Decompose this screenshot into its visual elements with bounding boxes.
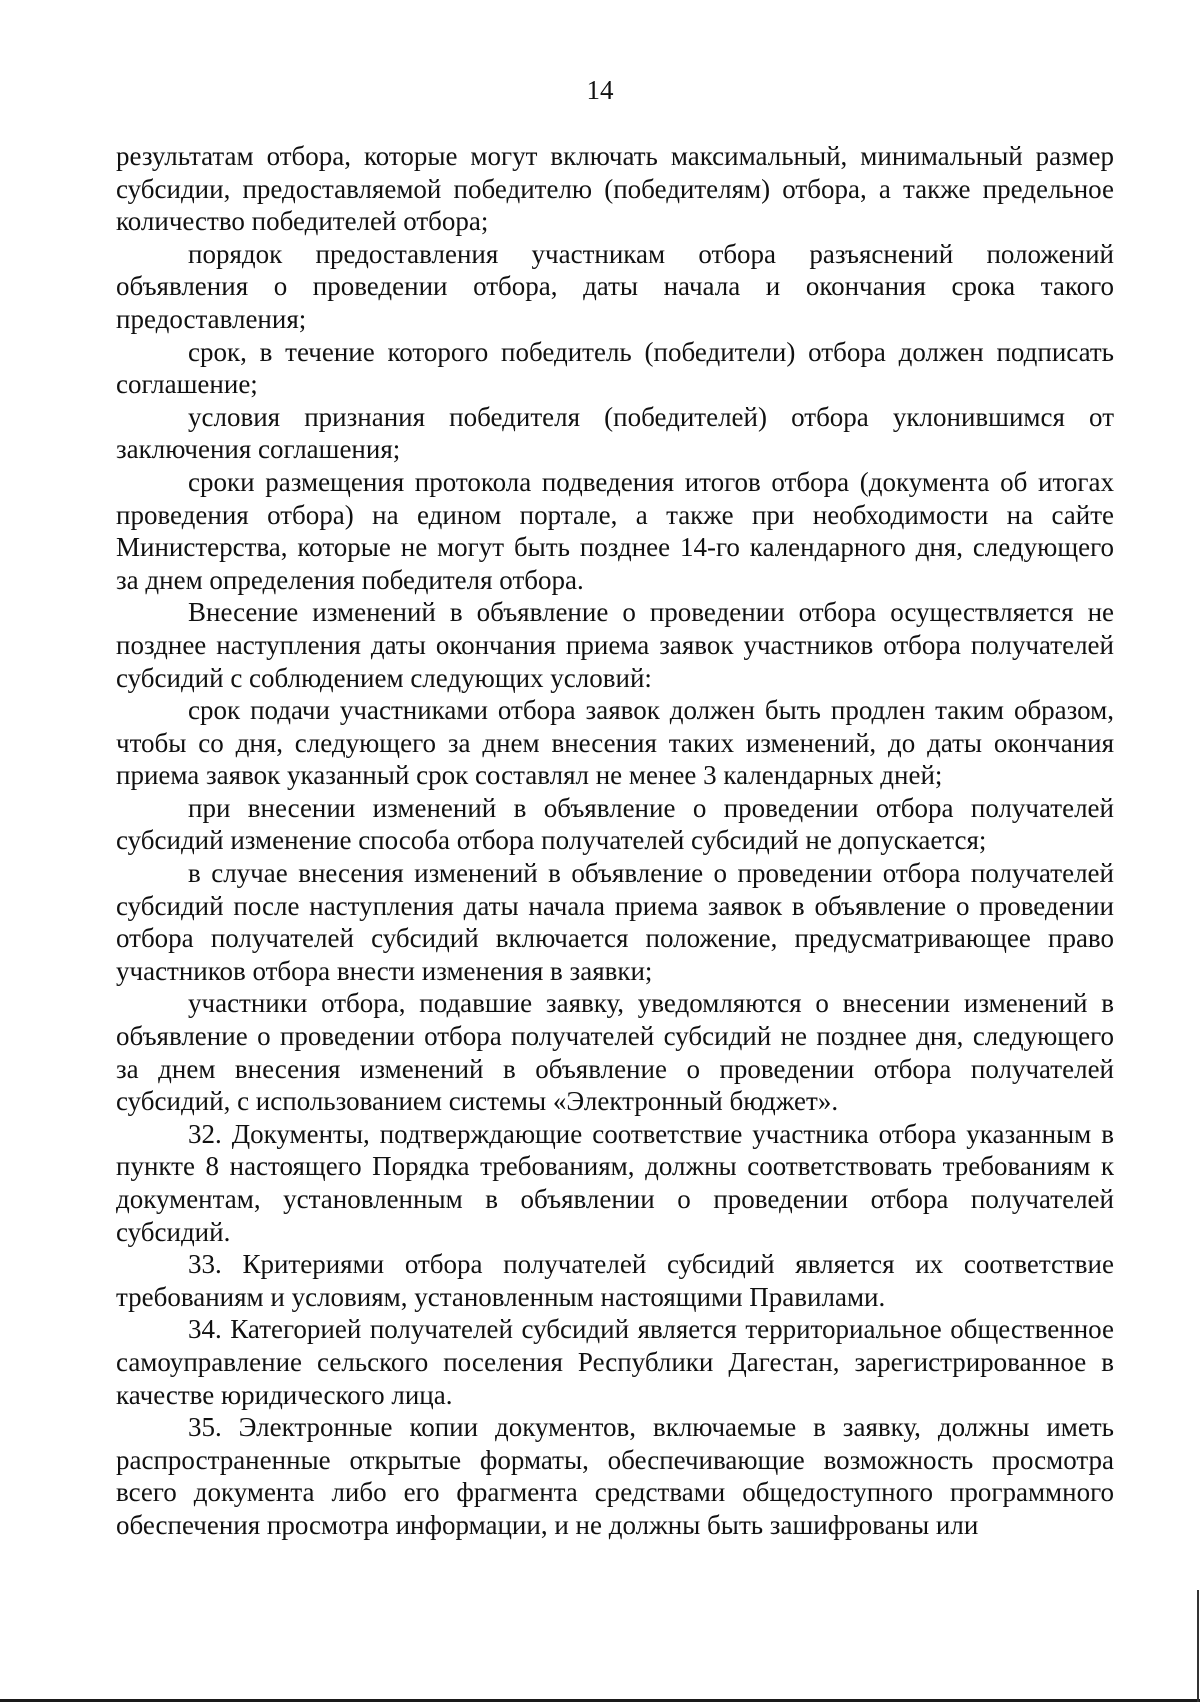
paragraph: условия признания победителя (победителей) отбора уклонившимся от заключения соглашения; bbox=[116, 401, 1114, 465]
page-number: 14 bbox=[586, 75, 614, 105]
paragraph: порядок предоставления участникам отбора разъяснений положений объявления о проведении отбора, даты начала и окончания срока такого предоставления; bbox=[116, 238, 1114, 334]
paragraph: при внесении изменений в объявление о проведении отбора получателей субсидий изменение способа отбора получателей субсидий не допускается; bbox=[116, 792, 1114, 856]
paragraph: срок, в течение которого победитель (победители) отбора должен подписать соглашение; bbox=[116, 336, 1114, 400]
paragraph: 34. Категорией получателей субсидий является территориальное общественное самоуправление сельского поселения Республики Дагестан, зарегистрированное в качестве юридического лица. bbox=[116, 1314, 1114, 1410]
paragraph: сроки размещения протокола подведения итогов отбора (документа об итогах проведения отбора) на едином портале, а также при необходимости на сайте Министерства, которые не могут быть позднее 14-го календарного дня, следующего за днем определения победителя отбора. bbox=[116, 466, 1114, 595]
paragraph: срок подачи участниками отбора заявок должен быть продлен таким образом, чтобы со дня, следующего за днем внесения таких изменений, до даты окончания приема заявок указанный срок составлял не менее 3 календарных дней; bbox=[116, 695, 1114, 791]
scan-right-edge bbox=[1197, 1590, 1199, 1702]
paragraph: 33. Критериями отбора получателей субсидий является их соответствие требованиям и условиям, установленным настоящими Правилами. bbox=[116, 1249, 1114, 1312]
paragraph: 35. Электронные копии документов, включаемые в заявку, должны иметь распространенные открытые форматы, обеспечивающие возможность просмотра всего документа либо его фрагмента средствами общедоступного программного обеспечения просмотра информации, и не должны быть зашифрованы или bbox=[116, 1412, 1114, 1540]
paragraph: участники отбора, подавшие заявку, уведомляются о внесении изменений в объявление о проведении отбора получателей субсидий не позднее дня, следующего за днем внесения изменений в объявление о проведении отбора получателей субсидий, с использованием системы «Электронный бюджет». bbox=[116, 988, 1114, 1117]
paragraph: в случае внесения изменений в объявление о проведении отбора получателей субсидий после наступления даты начала приема заявок в объявление о проведении отбора получателей субсидий включается положение, предусматривающее право участников отбора внести изменения в заявки; bbox=[116, 858, 1114, 986]
document-body bbox=[116, 140, 1114, 1542]
paragraph: 32. Документы, подтверждающие соответствие участника отбора указанным в пункте 8 настоящего Порядка требованиям, должны соответствовать требованиям к документам, установленным в объявлении о проведении отбора получателей субсидий. bbox=[116, 1118, 1114, 1247]
paragraph: Внесение изменений в объявление о проведении отбора осуществляется не позднее наступления даты окончания приема заявок участников отбора получателей субсидий с соблюдением следующих условий: bbox=[116, 597, 1114, 693]
paragraph: результатам отбора, которые могут включать максимальный, минимальный размер субсидии, предоставляемой победителю (победителям) отбора, а также предельное количество победителей отбора; bbox=[116, 141, 1114, 237]
scan-bottom-edge bbox=[0, 1699, 1200, 1702]
